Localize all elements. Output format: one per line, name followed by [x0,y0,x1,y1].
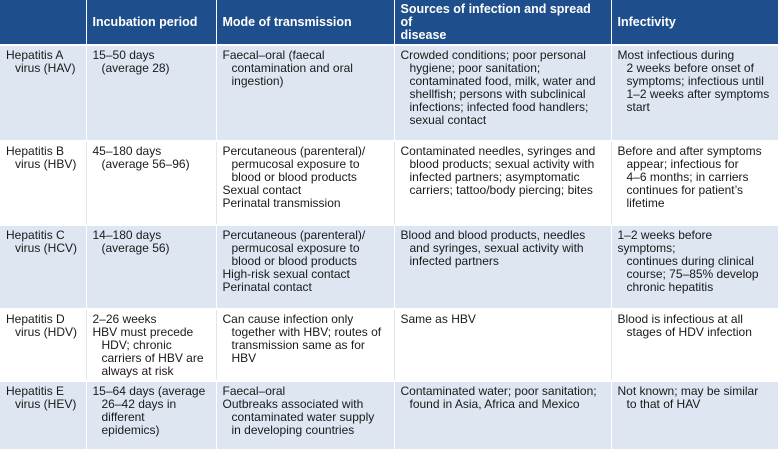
virus-name-cell-line: virus (HAV) [15,61,76,75]
transmission-line: permucosal exposure to [231,241,360,255]
transmission-line: in developing countries [231,423,355,437]
transmission-line: Percutaneous (parenteral)/ [222,228,366,242]
infectivity-cell-line: chronic hepatitis [626,280,714,294]
incubation-cell-line: (average 28) [101,61,170,75]
infectivity-cell-line: symptoms; infectious until [626,74,764,88]
table-row [0,309,778,381]
header-sources-line: disease [400,28,447,42]
transmission-line: Perinatal contact [222,280,312,294]
incubation-cell-line: HBV must precede [92,325,194,339]
incubation-cell-line: 26–42 days in [101,397,177,411]
transmission-cell [216,225,394,309]
incubation-cell-line: carriers of HBV are [101,351,204,365]
virus-name-cell-line: Hepatitis E [6,384,65,398]
infectivity-cell-line: Before and after symptoms [617,144,762,158]
incubation-cell-line: 45–180 days [92,144,162,158]
sources-cell-line: Crowded conditions; poor personal [400,48,586,62]
table-row [0,225,778,309]
virus-name-cell [0,309,86,381]
incubation-cell-line: HDV; chronic [101,338,172,352]
infectivity-cell-line: lifetime [626,196,665,210]
sources-cell [394,225,611,309]
header-infectivity: Infectivity [611,0,778,45]
transmission-line: Outbreaks associated with [222,397,364,411]
transmission-cell [216,381,394,449]
sources-cell [394,309,611,381]
transmission-line: ingestion) [231,74,284,88]
header-sources-of-infection [394,0,611,45]
sources-cell [394,381,611,449]
transmission-line: High-risk sexual contact [222,267,350,281]
infectivity-cell-line: continues for patient’s [626,183,744,197]
transmission-line: blood or blood products [231,170,357,184]
transmission-line: blood or blood products [231,254,357,268]
sources-cell [394,141,611,225]
virus-name-cell [0,381,86,449]
sources-cell-line: infections; infected food handlers; [409,100,589,114]
infectivity-cell-line: 2 weeks before onset of [626,61,754,75]
virus-name-cell-line: virus (HDV) [15,325,77,339]
infectivity-cell-line: 4–6 months; in carriers [626,170,749,184]
sources-cell-line: Blood and blood products, needles [400,228,586,242]
sources-cell-line: sexual contact [409,113,487,127]
transmission-line: contaminated water supply [231,410,375,424]
sources-cell-line: Same as HBV [400,312,476,326]
sources-cell-line: contaminated food, milk, water and [409,74,596,88]
table-header [0,0,778,45]
transmission-line: Faecal–oral [222,384,286,398]
infectivity-cell [611,225,778,309]
infectivity-cell-line: start [626,100,650,114]
transmission-cell [216,309,394,381]
incubation-cell [86,309,216,381]
infectivity-cell-line: continues during clinical [626,254,754,268]
table-body [0,45,778,449]
infectivity-cell-line: stages of HDV infection [626,325,752,339]
infectivity-cell-line: 1–2 weeks before symptoms; [617,228,713,255]
incubation-cell-line: different [101,410,145,424]
incubation-cell [86,45,216,141]
sources-cell-line: infected partners; asymptomatic [409,170,580,184]
virus-name-cell-line: Hepatitis B [6,144,65,158]
sources-cell-line: infected partners [409,254,499,268]
transmission-line: Faecal–oral (faecal [222,48,325,62]
transmission-item [223,313,388,365]
transmission-item [223,281,388,294]
transmission-line: Perinatal transmission [222,196,341,210]
transmission-line: Sexual contact [222,183,302,197]
infectivity-cell-line: 1–2 weeks after symptoms [626,87,770,101]
transmission-item [223,145,388,184]
transmission-line: together with HBV; routes of [231,325,382,339]
infectivity-cell [611,309,778,381]
transmission-cell [216,141,394,225]
infectivity-cell-line: Blood is infectious at all [617,312,743,326]
transmission-line: permucosal exposure to [231,157,360,171]
transmission-line: transmission same as for [231,338,365,352]
transmission-line: HBV [231,351,257,365]
infectivity-cell [611,141,778,225]
sources-cell-line: Contaminated needles, syringes and [400,144,596,158]
incubation-cell-line: 15–50 days [92,48,155,62]
virus-name-cell [0,45,86,141]
sources-cell [394,45,611,141]
header-incubation-period: Incubation period [86,0,216,45]
transmission-line: Can cause infection only [222,312,354,326]
sources-cell-line: blood products; sexual activity with [409,157,595,171]
incubation-cell [86,141,216,225]
sources-cell-line: carriers; tattoo/body piercing; bites [409,183,593,197]
incubation-cell-line: (average 56) [101,241,170,255]
header-virus [0,0,86,45]
header-mode-of-transmission: Mode of transmission [216,0,394,45]
incubation-cell-line: (average 56–96) [101,157,190,171]
virus-name-cell-line: Hepatitis C [6,228,65,242]
table-row [0,45,778,141]
incubation-cell-line: always at risk [101,364,174,378]
virus-name-cell-line: virus (HCV) [15,241,77,255]
table-row [0,141,778,225]
table-row [0,381,778,449]
transmission-line: Percutaneous (parenteral)/ [222,144,366,158]
header-sources-line: Sources of infection and spread of [400,2,591,29]
incubation-cell-line: 2–26 weeks [92,312,157,326]
virus-name-cell-line: virus (HEV) [15,397,77,411]
virus-name-cell [0,141,86,225]
transmission-item [223,398,388,437]
incubation-cell-line: 14–180 days [92,228,162,242]
virus-name-cell-line: virus (HBV) [15,157,77,171]
incubation-cell-line: epidemics) [101,423,160,437]
sources-cell-line: hygiene; poor sanitation; [409,61,541,75]
sources-cell-line: Contaminated water; poor sanitation; [400,384,597,398]
infectivity-cell-line: course; 75–85% develop [626,267,759,281]
incubation-cell [86,225,216,309]
sources-cell-line: shellfish; persons with subclinical [409,87,586,101]
virus-name-cell-line: Hepatitis A [6,48,64,62]
virus-name-cell-line: Hepatitis D [6,312,65,326]
header-row [0,0,778,45]
transmission-line: contamination and oral [231,61,353,75]
infectivity-cell-line: Not known; may be similar [617,384,759,398]
sources-cell-line: found in Asia, Africa and Mexico [409,397,580,411]
transmission-item [223,49,388,88]
infectivity-cell-line: Most infectious during [617,48,735,62]
transmission-item [223,197,388,210]
transmission-cell [216,45,394,141]
infectivity-cell [611,45,778,141]
virus-name-cell [0,225,86,309]
infectivity-cell-line: appear; infectious for [626,157,739,171]
infectivity-cell-line: to that of HAV [626,397,701,411]
sources-cell-line: and syringes, sexual activity with [409,241,584,255]
incubation-cell [86,381,216,449]
infectivity-cell [611,381,778,449]
transmission-item [223,229,388,268]
incubation-cell-line: 15–64 days (average [92,384,206,398]
